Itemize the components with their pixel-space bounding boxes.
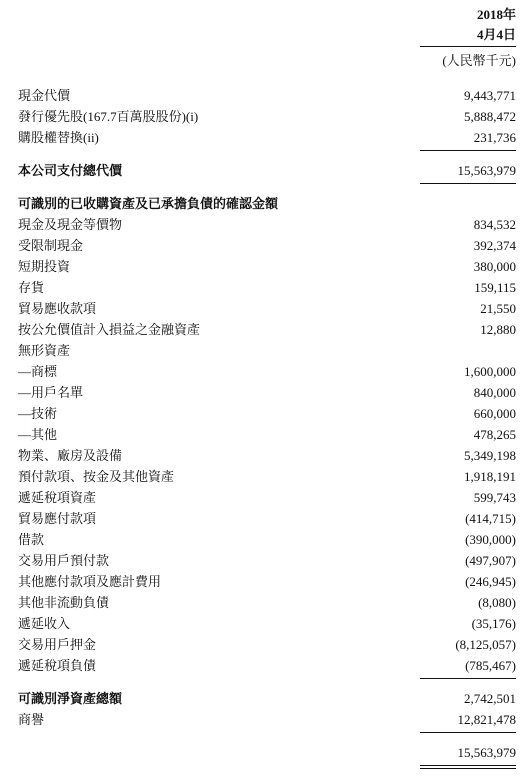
table-row <box>0 487 532 508</box>
row-value: 5,888,472 <box>464 109 516 124</box>
row-value: 15,563,979 <box>457 163 516 178</box>
table-row <box>0 256 532 277</box>
table-row <box>0 424 532 445</box>
row-value: 834,532 <box>473 217 516 232</box>
row-label: 其他應付款項及應計費用 <box>18 574 162 589</box>
table-row <box>0 655 532 676</box>
table-row <box>0 529 532 550</box>
row-value: 159,115 <box>474 280 516 295</box>
row-value: 9,443,771 <box>464 88 516 103</box>
goodwill-row <box>0 709 532 730</box>
table-row <box>0 127 532 148</box>
grand-total-row <box>0 742 532 763</box>
row-value: 2,742,501 <box>464 691 516 706</box>
row-label: —其他 <box>18 427 58 442</box>
table-row <box>0 319 532 340</box>
row-value: 840,000 <box>473 385 516 400</box>
column-header-unit: (人民幣千元) <box>442 53 516 68</box>
row-label: 商譽 <box>18 712 45 727</box>
section-heading-row <box>0 193 532 214</box>
table-row <box>0 277 532 298</box>
total-rule <box>420 183 516 184</box>
row-label: 貿易應收款項 <box>18 301 97 316</box>
row-value: (8,080) <box>478 595 516 610</box>
table-row <box>0 508 532 529</box>
row-label: 借款 <box>18 532 45 547</box>
row-label: 無形資產 <box>18 343 71 358</box>
row-value: 599,743 <box>473 490 516 505</box>
total-consideration-row <box>0 160 532 181</box>
row-value: (35,176) <box>471 616 516 631</box>
row-label: 其他非流動負債 <box>18 595 110 610</box>
table-row <box>0 85 532 106</box>
row-value: 1,918,191 <box>464 469 516 484</box>
subtotal-rule <box>420 150 516 151</box>
row-value: (8,125,057) <box>455 637 516 652</box>
row-label: —商標 <box>18 364 58 379</box>
total-net-assets-row <box>0 688 532 709</box>
table-row <box>0 634 532 655</box>
table-row <box>0 382 532 403</box>
column-header-date: 4月4日 <box>476 27 516 42</box>
row-label: 交易用戶預付款 <box>18 553 110 568</box>
row-label: 存貨 <box>18 280 45 295</box>
header-underline <box>420 46 516 47</box>
row-value: 380,000 <box>473 259 516 274</box>
column-header-year: 2018年 <box>476 7 516 22</box>
row-value: 231,736 <box>473 130 516 145</box>
row-label: 物業、廠房及設備 <box>18 448 123 463</box>
row-value: 660,000 <box>473 406 516 421</box>
table-row <box>0 214 532 235</box>
section-heading: 可識別的已收購資產及已承擔負債的確認金額 <box>18 196 279 211</box>
row-value: (414,715) <box>465 511 516 526</box>
row-label: 預付款項、按金及其他資產 <box>18 469 175 484</box>
row-label: 現金代價 <box>18 88 71 103</box>
table-row <box>0 361 532 382</box>
row-label: 現金及現金等價物 <box>18 217 123 232</box>
row-label: 本公司支付總代價 <box>18 163 123 178</box>
row-value: (390,000) <box>465 532 516 547</box>
row-label: 受限制現金 <box>18 238 84 253</box>
row-label: 遞延稅項負債 <box>18 658 97 673</box>
table-row <box>0 340 532 361</box>
row-label: 可識別淨資產總額 <box>18 691 123 706</box>
grand-total-double-rule <box>420 765 516 769</box>
row-value: 1,600,000 <box>464 364 516 379</box>
row-label: 短期投資 <box>18 259 71 274</box>
row-label: —用戶名單 <box>18 385 84 400</box>
row-label: 交易用戶押金 <box>18 637 97 652</box>
table-row <box>0 466 532 487</box>
subtotal-rule <box>420 732 516 733</box>
table-row <box>0 571 532 592</box>
row-value: 5,349,198 <box>464 448 516 463</box>
row-label: 遞延稅項資產 <box>18 490 97 505</box>
row-value: 12,821,478 <box>457 712 516 727</box>
table-row <box>0 550 532 571</box>
row-value: 392,374 <box>473 238 516 253</box>
table-row <box>0 298 532 319</box>
row-label: —技術 <box>18 406 58 421</box>
row-value: 21,550 <box>480 301 516 316</box>
table-row <box>0 445 532 466</box>
row-value: 478,265 <box>473 427 516 442</box>
table-row <box>0 613 532 634</box>
table-row <box>0 592 532 613</box>
table-row <box>0 403 532 424</box>
row-label: 貿易應付款項 <box>18 511 97 526</box>
row-label: 按公允價值計入損益之金融資產 <box>18 322 201 337</box>
table-row <box>0 235 532 256</box>
row-label: 發行優先股(167.7百萬股股份)(i) <box>18 109 199 124</box>
table-row <box>0 106 532 127</box>
grand-total-value: 15,563,979 <box>457 745 516 760</box>
row-label: 遞延收入 <box>18 616 71 631</box>
subtotal-rule <box>420 678 516 679</box>
row-value: (246,945) <box>465 574 516 589</box>
row-label: 購股權替換(ii) <box>18 130 99 145</box>
row-value: (785,467) <box>465 658 516 673</box>
row-value: 12,880 <box>480 322 516 337</box>
row-value: (497,907) <box>465 553 516 568</box>
